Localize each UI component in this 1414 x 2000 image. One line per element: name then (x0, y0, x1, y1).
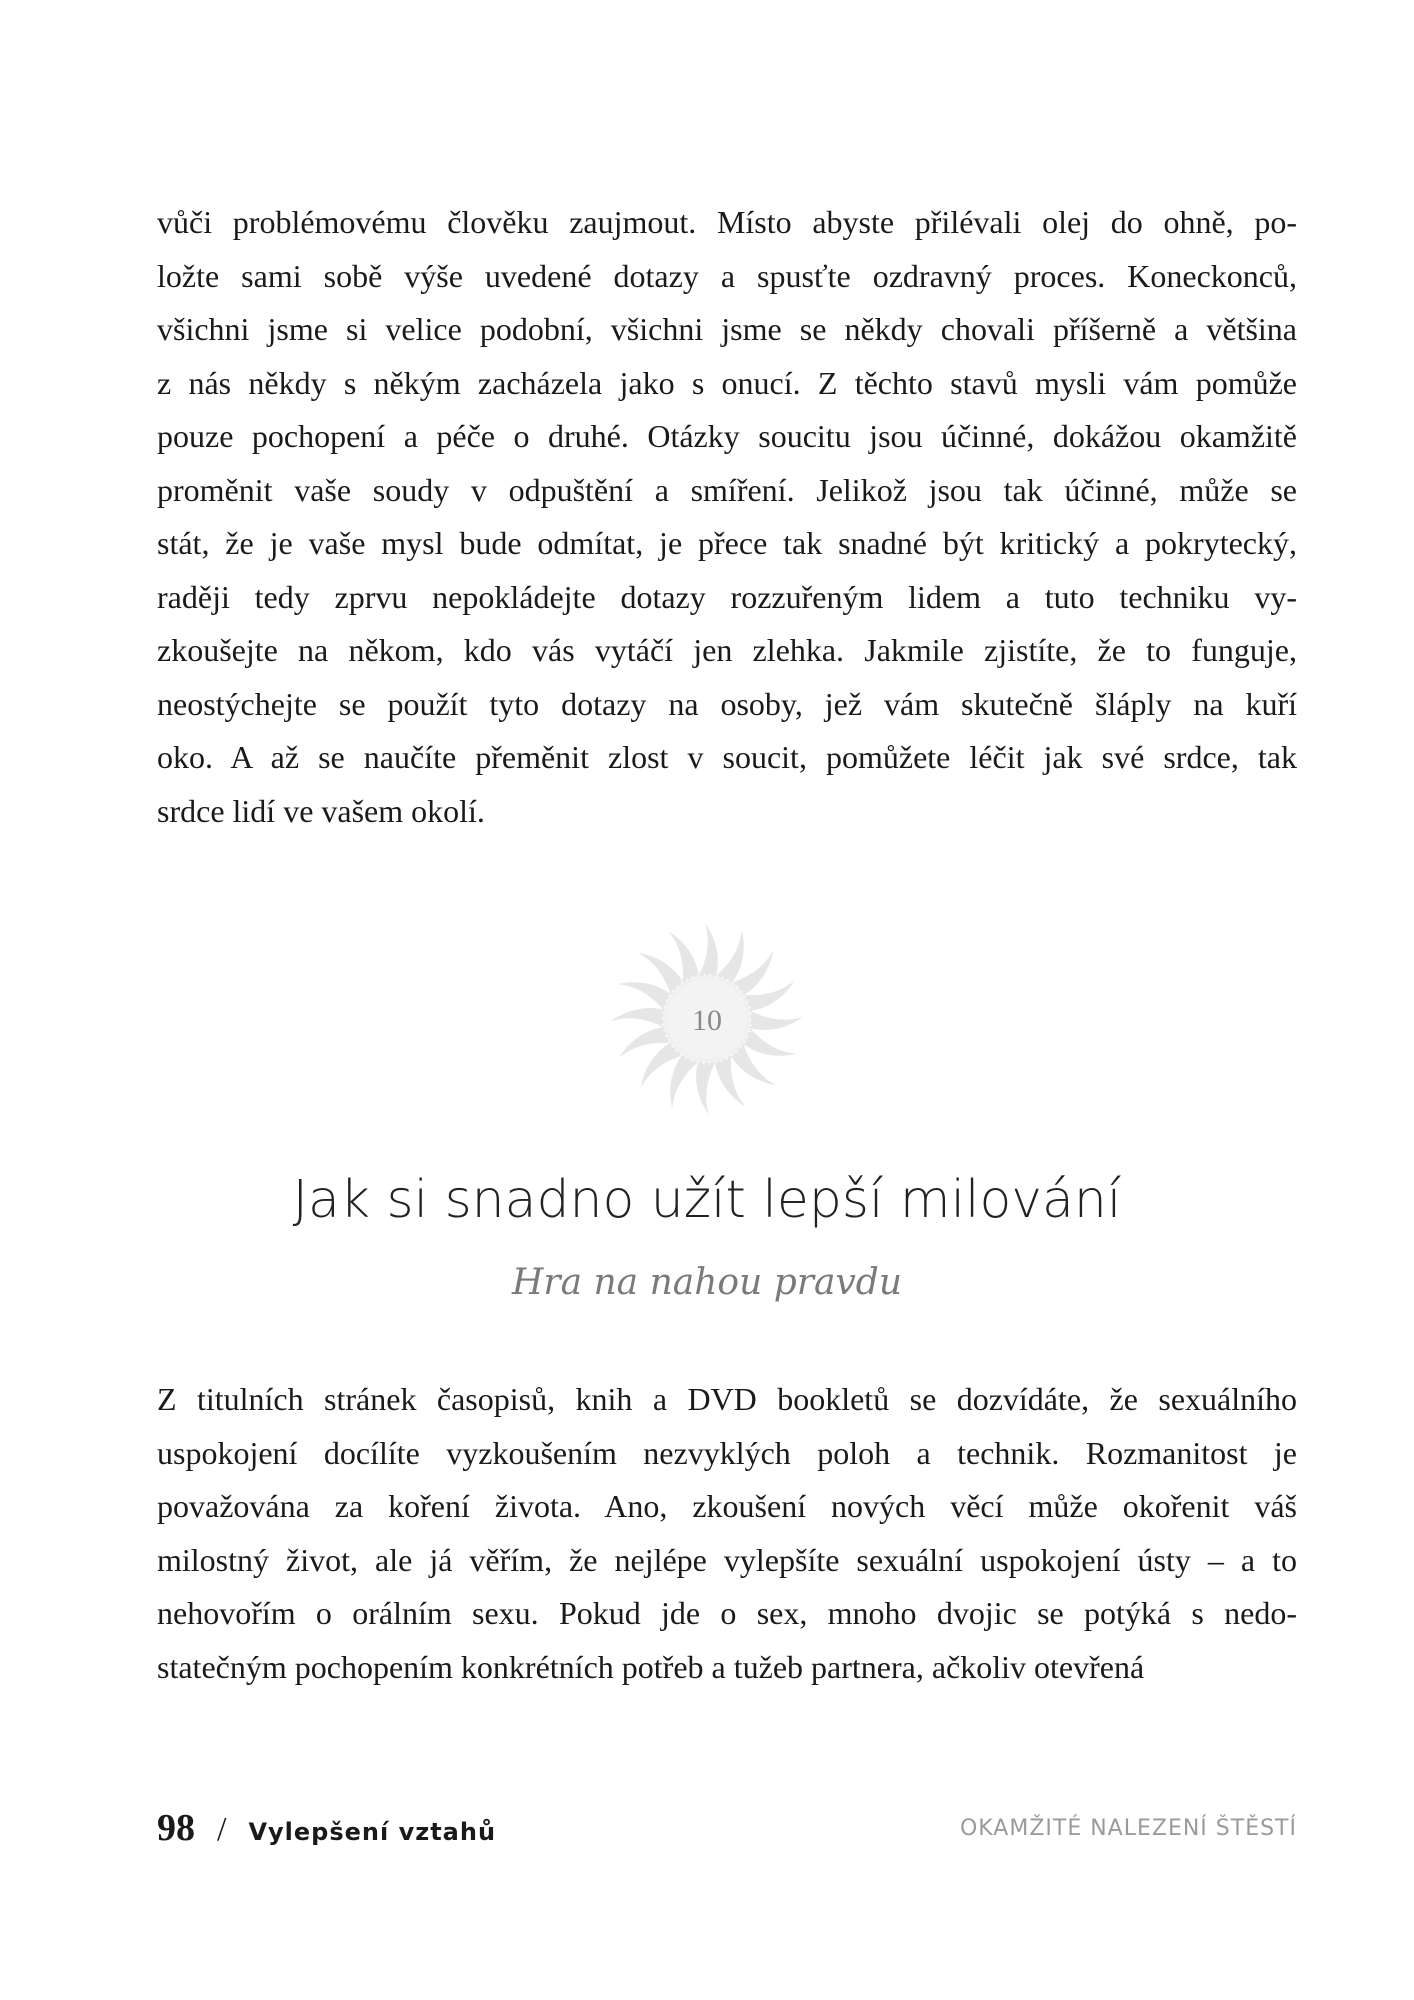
sun-ornament-icon (607, 919, 807, 1119)
footer-left (157, 1806, 496, 1850)
body-paragraph-2 (157, 1373, 1297, 1694)
sun-ray (611, 1008, 665, 1028)
text-line: stát, že je vaše mysl bude odmítat, je přece tak snadné být kritický a pokrytecký, (157, 525, 1297, 561)
text-line: proměnit vaše soudy v odpuštění a smíření. Jelikož jsou tak účinné, může se (157, 471, 1297, 508)
chapter-title: Jak si snadno užít lepší milování (292, 1170, 1122, 1230)
chapter-number: 10 (692, 1004, 722, 1037)
sun-ray (696, 1061, 716, 1115)
section-title: Vylepšení vztahů (248, 1818, 497, 1846)
body-paragraph-1 (157, 196, 1297, 838)
text-line: milostný život, ale já věřím, že nejlépe vylepšíte sexuální uspokojení ústy – a to (157, 1541, 1297, 1578)
text-line: uspokojení docílíte vyzkoušením nezvyklých poloh a technik. Rozmanitost je (157, 1434, 1297, 1471)
book-title: OKAMŽITÉ NALEZENÍ ŠTĚSTÍ (959, 1816, 1297, 1841)
footer-separator: / (217, 1811, 227, 1848)
sun-ray (698, 923, 718, 977)
sun-ray (749, 1010, 803, 1030)
text-line: ložte sami sobě výše uvedené dotazy a spusťte ozdravný proces. Koneckonců, (157, 257, 1297, 294)
text-line: nehovořím o orálním sexu. Pokud jde o sex, mnoho dvojic se potýká s nedo- (157, 1595, 1297, 1631)
text-line: vůči problémovému člověku zaujmout. Místo abyste přilévali olej do ohně, po- (157, 204, 1297, 240)
text-line: považována za koření života. Ano, zkoušení nových věcí může okořenit váš (157, 1488, 1297, 1524)
text-line: neostýchejte se použít tyto dotazy na osoby, jež vám skutečně šláply na kuří (157, 685, 1297, 722)
text-line: statečným pochopením konkrétních potřeb a tužeb partnera, ačkoliv otevřená (157, 1648, 1145, 1685)
chapter-subtitle: Hra na nahou pravdu (511, 1262, 903, 1303)
text-line: oko. A až se naučíte přeměnit zlost v soucit, pomůžete léčit jak své srdce, tak (157, 739, 1297, 775)
text-line: pouze pochopení a péče o druhé. Otázky soucitu jsou účinné, dokážou okamžitě (157, 418, 1297, 454)
text-line: z nás někdy s někým zacházela jako s onucí. Z těchto stavů mysli vám pomůže (157, 364, 1297, 401)
text-line: srdce lidí ve vašem okolí. (157, 792, 485, 829)
text-line: raději tedy zprvu nepokládejte dotazy rozzuřeným lidem a tuto techniku vy- (157, 578, 1297, 615)
text-line: Z titulních stránek časopisů, knih a DVD bookletů se dozvídáte, že sexuálního (157, 1381, 1297, 1417)
page-number: 98 (157, 1807, 195, 1849)
text-line: zkoušejte na někom, kdo vás vytáčí jen zlehka. Jakmile zjistíte, že to funguje, (157, 632, 1297, 668)
text-line: všichni jsme si velice podobní, všichni jsme se někdy chovali příšerně a většina (157, 311, 1297, 347)
